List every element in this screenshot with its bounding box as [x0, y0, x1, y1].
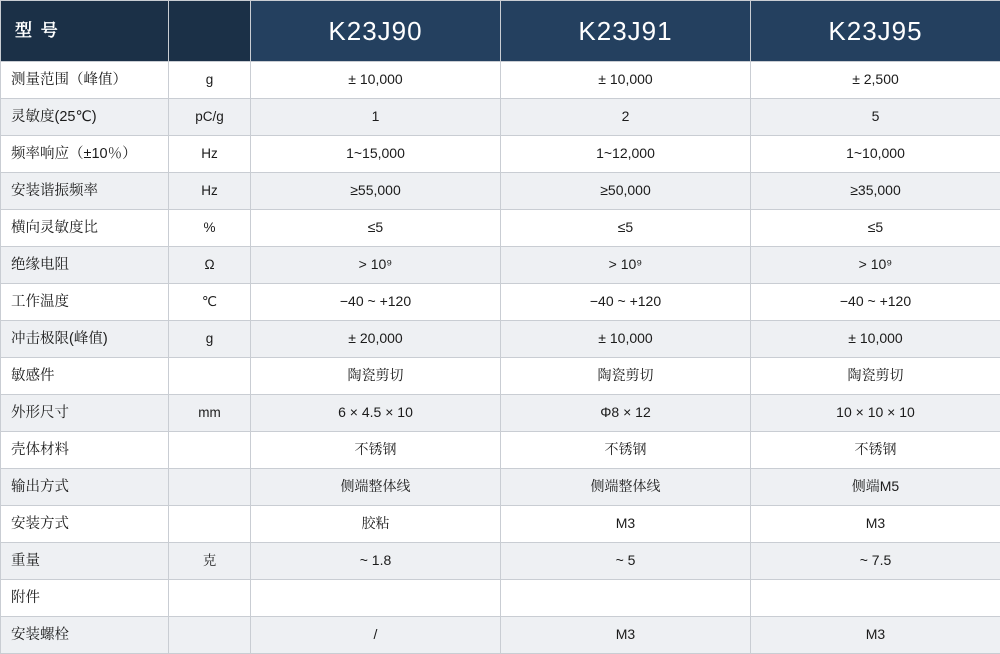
- row-value: 不锈钢: [501, 432, 751, 469]
- row-value: ± 10,000: [751, 321, 1000, 358]
- row-value: ± 2,500: [751, 62, 1000, 99]
- row-value: ± 10,000: [501, 321, 751, 358]
- table-row: [1, 284, 1000, 321]
- row-value: [751, 580, 1000, 617]
- row-value: 胶粘: [251, 506, 501, 543]
- table-row: [1, 432, 1000, 469]
- row-value: > 10⁹: [751, 247, 1000, 284]
- row-value: ± 10,000: [251, 62, 501, 99]
- row-value: −40 ~ +120: [251, 284, 501, 321]
- header-model-k23j95: K23J95: [751, 1, 1000, 62]
- table-row: [1, 321, 1000, 358]
- row-value: 10 × 10 × 10: [751, 395, 1000, 432]
- row-value: 5: [751, 99, 1000, 136]
- row-value: ~ 1.8: [251, 543, 501, 580]
- row-unit: mm: [169, 395, 251, 432]
- row-parameter: 绝缘电阻: [1, 247, 169, 284]
- table-row: [1, 543, 1000, 580]
- row-value: 侧端整体线: [251, 469, 501, 506]
- row-unit: [169, 617, 251, 654]
- row-value: 不锈钢: [251, 432, 501, 469]
- row-value: > 10⁹: [501, 247, 751, 284]
- row-unit: g: [169, 62, 251, 99]
- row-unit: g: [169, 321, 251, 358]
- table-header: [1, 1, 1000, 62]
- row-value: −40 ~ +120: [501, 284, 751, 321]
- table-row: [1, 506, 1000, 543]
- row-value: 1~15,000: [251, 136, 501, 173]
- row-unit: [169, 358, 251, 395]
- row-parameter: 安装方式: [1, 506, 169, 543]
- header-row: [1, 1, 1000, 62]
- row-value: M3: [501, 506, 751, 543]
- table-row: [1, 173, 1000, 210]
- row-unit: Hz: [169, 173, 251, 210]
- row-value: 不锈钢: [751, 432, 1000, 469]
- row-unit: ℃: [169, 284, 251, 321]
- header-unit-label: [169, 1, 251, 62]
- row-value: Φ8 × 12: [501, 395, 751, 432]
- row-parameter: 灵敏度(25℃): [1, 99, 169, 136]
- row-value: ≤5: [251, 210, 501, 247]
- row-parameter: 工作温度: [1, 284, 169, 321]
- row-value: ± 10,000: [501, 62, 751, 99]
- row-value: [251, 580, 501, 617]
- row-value: M3: [751, 617, 1000, 654]
- row-value: > 10⁹: [251, 247, 501, 284]
- row-value: M3: [501, 617, 751, 654]
- row-parameter: 附件: [1, 580, 169, 617]
- row-unit: [169, 432, 251, 469]
- row-value: 1: [251, 99, 501, 136]
- row-value: 侧端整体线: [501, 469, 751, 506]
- header-model-k23j91: K23J91: [501, 1, 751, 62]
- row-unit: [169, 506, 251, 543]
- table-row: [1, 358, 1000, 395]
- row-value: ≥55,000: [251, 173, 501, 210]
- row-value: −40 ~ +120: [751, 284, 1000, 321]
- table-row: [1, 210, 1000, 247]
- table-row: [1, 580, 1000, 617]
- row-value: 1~10,000: [751, 136, 1000, 173]
- row-unit: [169, 580, 251, 617]
- row-value: /: [251, 617, 501, 654]
- row-value: ≥35,000: [751, 173, 1000, 210]
- row-value: ≥50,000: [501, 173, 751, 210]
- table-row: [1, 247, 1000, 284]
- row-value: 1~12,000: [501, 136, 751, 173]
- row-unit: Ω: [169, 247, 251, 284]
- header-parameter-label: 型 号: [1, 1, 169, 62]
- row-parameter: 横向灵敏度比: [1, 210, 169, 247]
- row-value: 2: [501, 99, 751, 136]
- row-value: 陶瓷剪切: [751, 358, 1000, 395]
- row-unit: [169, 469, 251, 506]
- row-value: [501, 580, 751, 617]
- row-value: 侧端M5: [751, 469, 1000, 506]
- table-row: [1, 395, 1000, 432]
- row-parameter: 冲击极限(峰值): [1, 321, 169, 358]
- row-value: ± 20,000: [251, 321, 501, 358]
- row-value: ~ 7.5: [751, 543, 1000, 580]
- row-value: 6 × 4.5 × 10: [251, 395, 501, 432]
- row-parameter: 频率响应（±10％）: [1, 136, 169, 173]
- row-value: M3: [751, 506, 1000, 543]
- row-parameter: 重量: [1, 543, 169, 580]
- row-parameter: 安装谐振频率: [1, 173, 169, 210]
- table-row: [1, 62, 1000, 99]
- row-value: 陶瓷剪切: [501, 358, 751, 395]
- row-parameter: 外形尺寸: [1, 395, 169, 432]
- row-unit: 克: [169, 543, 251, 580]
- table-row: [1, 99, 1000, 136]
- row-unit: Hz: [169, 136, 251, 173]
- row-value: ≤5: [751, 210, 1000, 247]
- row-parameter: 安装螺栓: [1, 617, 169, 654]
- table-body: [1, 62, 1000, 654]
- row-parameter: 敏感件: [1, 358, 169, 395]
- row-parameter: 输出方式: [1, 469, 169, 506]
- table-row: [1, 136, 1000, 173]
- row-parameter: 壳体材料: [1, 432, 169, 469]
- row-value: ~ 5: [501, 543, 751, 580]
- table-row: [1, 617, 1000, 654]
- row-unit: pC/g: [169, 99, 251, 136]
- row-value: ≤5: [501, 210, 751, 247]
- row-unit: %: [169, 210, 251, 247]
- row-parameter: 测量范围（峰值）: [1, 62, 169, 99]
- table-row: [1, 469, 1000, 506]
- header-model-k23j90: K23J90: [251, 1, 501, 62]
- row-value: 陶瓷剪切: [251, 358, 501, 395]
